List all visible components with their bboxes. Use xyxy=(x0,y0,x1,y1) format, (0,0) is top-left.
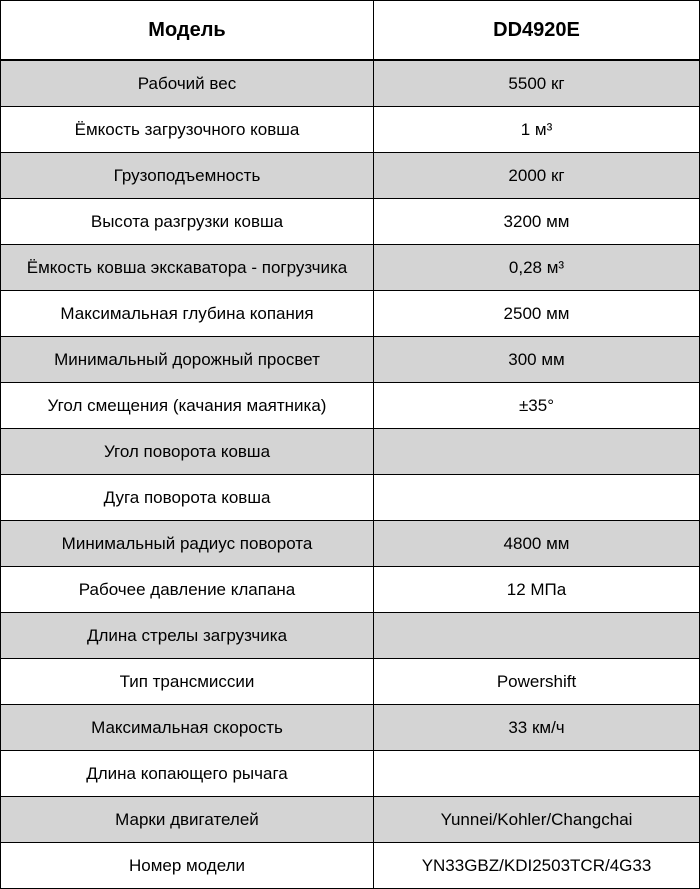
row-label: Грузоподъемность xyxy=(1,153,374,199)
table-header-row xyxy=(1,1,700,61)
header-model-code: DD4920E xyxy=(374,1,700,61)
row-label: Максимальная глубина копания xyxy=(1,291,374,337)
row-value: 5500 кг xyxy=(374,60,700,107)
row-label: Длина копающего рычага xyxy=(1,751,374,797)
table-row xyxy=(1,291,700,337)
row-value xyxy=(374,613,700,659)
row-label: Минимальный дорожный просвет xyxy=(1,337,374,383)
row-label: Угол смещения (качания маятника) xyxy=(1,383,374,429)
row-value: 2500 мм xyxy=(374,291,700,337)
table-row xyxy=(1,107,700,153)
row-label: Номер модели xyxy=(1,843,374,889)
table-row xyxy=(1,843,700,889)
row-label: Тип трансмиссии xyxy=(1,659,374,705)
row-label: Минимальный радиус поворота xyxy=(1,521,374,567)
row-label: Ёмкость загрузочного ковша xyxy=(1,107,374,153)
table-row xyxy=(1,60,700,107)
table-row xyxy=(1,659,700,705)
table-row xyxy=(1,245,700,291)
row-label: Рабочее давление клапана xyxy=(1,567,374,613)
row-value: 300 мм xyxy=(374,337,700,383)
row-value: 3200 мм xyxy=(374,199,700,245)
row-value: 4800 мм xyxy=(374,521,700,567)
row-value xyxy=(374,429,700,475)
table-row xyxy=(1,199,700,245)
row-label: Угол поворота ковша xyxy=(1,429,374,475)
row-value: 0,28 м³ xyxy=(374,245,700,291)
row-label: Максимальная скорость xyxy=(1,705,374,751)
row-label: Высота разгрузки ковша xyxy=(1,199,374,245)
row-value: Powershift xyxy=(374,659,700,705)
table-row xyxy=(1,613,700,659)
row-label: Рабочий вес xyxy=(1,60,374,107)
table-row xyxy=(1,429,700,475)
header-model-label: Модель xyxy=(1,1,374,61)
table-row xyxy=(1,153,700,199)
table-row xyxy=(1,337,700,383)
table-row xyxy=(1,521,700,567)
table-row xyxy=(1,751,700,797)
row-value: 1 м³ xyxy=(374,107,700,153)
row-value: ±35° xyxy=(374,383,700,429)
row-value: 12 МПа xyxy=(374,567,700,613)
row-value: YN33GBZ/KDI2503TCR/4G33 xyxy=(374,843,700,889)
row-value: 2000 кг xyxy=(374,153,700,199)
row-label: Длина стрелы загрузчика xyxy=(1,613,374,659)
table-row xyxy=(1,797,700,843)
table-row xyxy=(1,383,700,429)
table-row xyxy=(1,475,700,521)
table-row xyxy=(1,567,700,613)
row-value xyxy=(374,751,700,797)
row-label: Дуга поворота ковша xyxy=(1,475,374,521)
row-value: 33 км/ч xyxy=(374,705,700,751)
row-label: Ёмкость ковша экскаватора - погрузчика xyxy=(1,245,374,291)
table-row xyxy=(1,705,700,751)
row-value xyxy=(374,475,700,521)
row-label: Марки двигателей xyxy=(1,797,374,843)
row-value: Yunnei/Kohler/Changchai xyxy=(374,797,700,843)
